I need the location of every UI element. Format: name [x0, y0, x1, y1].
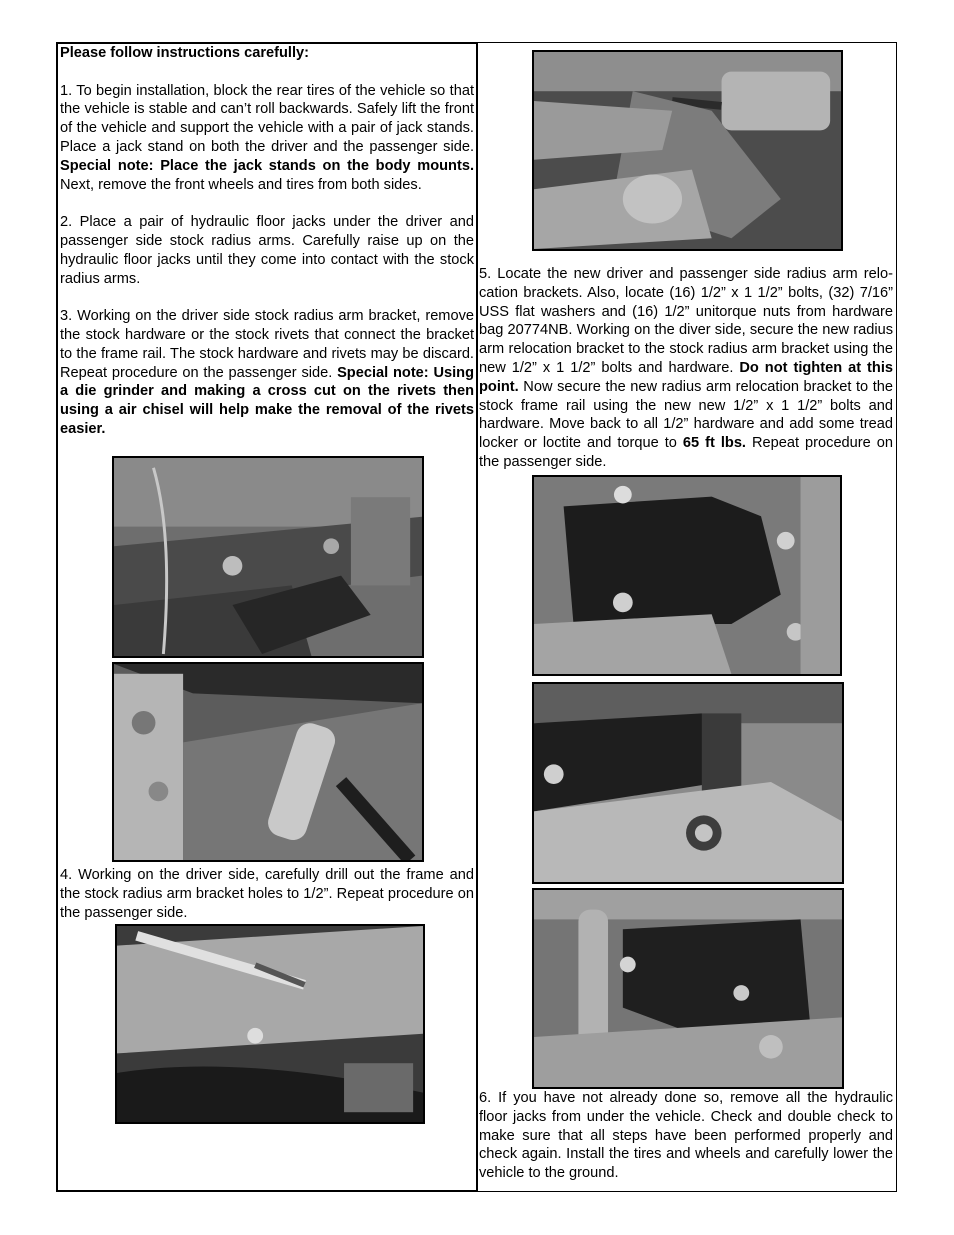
step-1-note: Special note: Place the jack stands on the body mounts.	[60, 157, 474, 174]
left-text-block	[60, 44, 474, 439]
step-2: 2. Place a pair of hydraulic floor jacks under the driver and passenger side stock radius arms. Carefully raise up on the hydraulic floor jacks until they come into contact with the stock radius arms.	[60, 214, 474, 287]
step-5-text-mid: Now secure the new radius arm relocation bracket to the stock frame rail using the new new 1/2” x 1 1/2” bolts and hardware. Move back to all 1/2” hardware and add some tread locker or loctite and torque to	[479, 378, 893, 452]
photo-relocation-bracket	[532, 475, 842, 676]
left-column	[56, 42, 478, 1192]
photo-drill-bracket	[532, 50, 843, 251]
step-1	[60, 82, 474, 195]
photo-drill-frame	[115, 924, 425, 1124]
step-1-text-end: Next, remove the front wheels and tires from both sides.	[60, 176, 422, 193]
step-5-text-end: Repeat procedure on the passenger side.	[479, 435, 893, 470]
photo-passenger-bracket	[532, 888, 844, 1089]
step-3-note: Special note: Using a die grinder and making a cross cut on the rivets then using a air chisel will help make the removal of the rivets easier.	[60, 364, 474, 437]
step-4: 4. Working on the driver side, carefully drill out the frame and the stock radius arm bracket holes to 1/2”. Repeat procedure on the passenger side.	[60, 867, 474, 921]
step-1-text: 1. To begin installation, block the rear tires of the vehicle so that the vehicle is stable and can’t roll backwards. Safely lift the front of the vehicle and support the vehicle with a pair of jack stands. Place a jack stand on both the driver and the passenger side.	[60, 82, 474, 155]
step-5-torque: 65 ft lbs.	[682, 435, 746, 452]
step-3	[60, 307, 474, 439]
instruction-page	[56, 42, 897, 1192]
step-6: 6. If you have not already done so, remove all the hydraulic floor jacks from under the vehicle. Check and double check to make sure that all steps have been performed properly and check again. Install the tires and wheels and carefully lower the vehicle to the ground.	[479, 1090, 893, 1182]
photo-die-grinder	[112, 662, 424, 862]
right-column	[477, 42, 897, 1192]
step-3-text: 3. Working on the driver side stock radius arm bracket, remove the stock hardware or the stock rivets that connect the bracket to the frame rail. The stock hardware and rivets may be discard. Repeat procedure on the passenger side.	[60, 308, 474, 381]
photo-bracket-hardware	[532, 682, 844, 884]
photo-rivet-grinding	[112, 456, 424, 658]
step-5-text: 5. Locate the new driver and passenger side radius arm relo-cation brackets. Also, locate (16) 1/2” x 1 1/2” bolts, (32) 7/16” USS flat washers and (16) 1/2” unitorque nuts from hardware bag 20774NB. Working on the diver side, secure the new radius arm relocation bracket to the stock radius arm bracket using the new 1/2” x 1 1/2” bolts and hardware.	[479, 266, 893, 376]
step-5-warning: Do not tighten at this point.	[479, 359, 893, 395]
step-5	[479, 265, 893, 472]
heading: Please follow instructions carefully:	[60, 45, 309, 61]
